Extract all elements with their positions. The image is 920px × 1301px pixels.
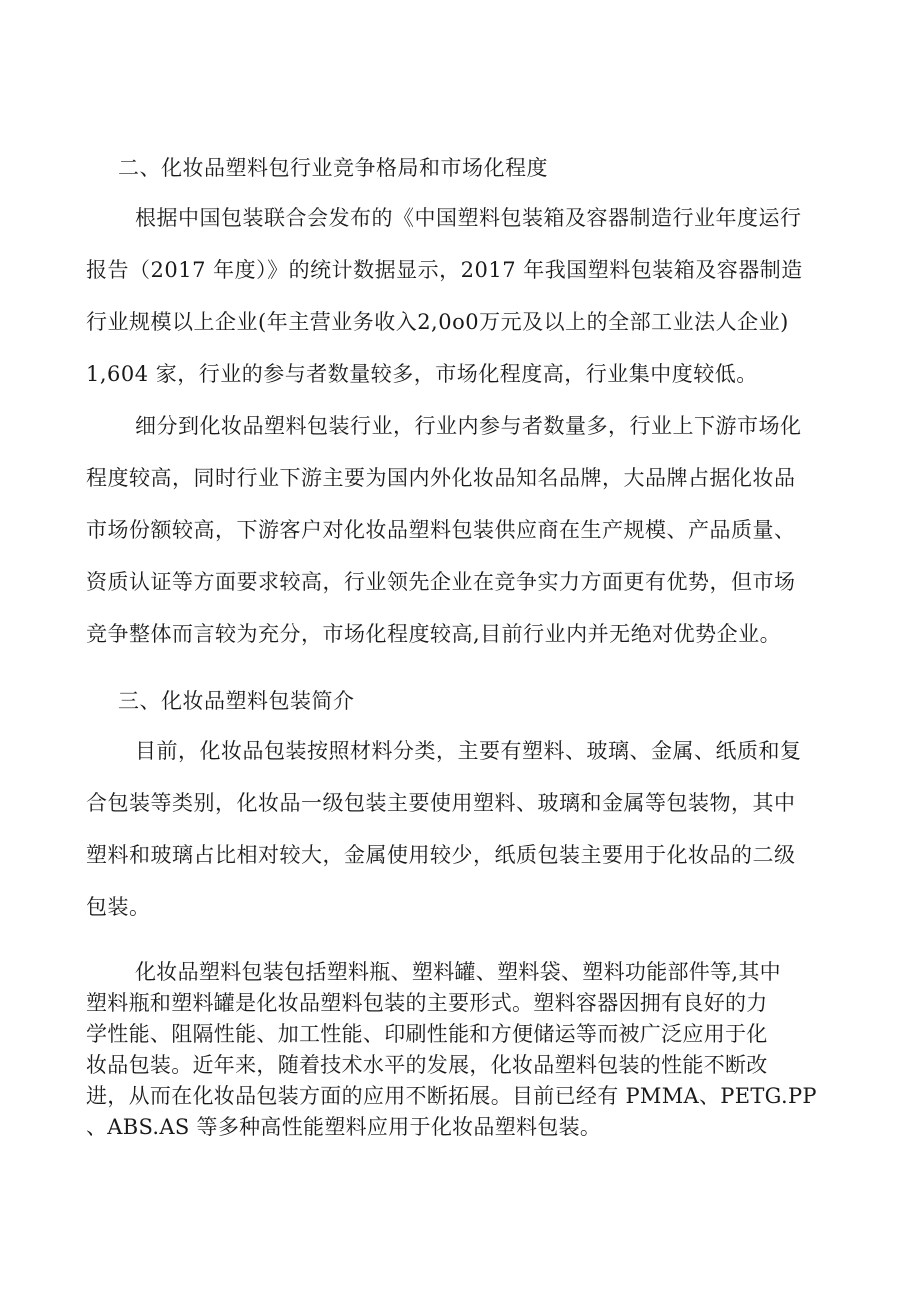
paragraph-line: 塑料瓶和塑料罐是化妆品塑料包装的主要形式。塑料容器因拥有良好的力 [86, 991, 768, 1015]
paragraph-line: 进，从而在化妆品包装方面的应用不断拓展。目前已经有 PMMA、PETG.PP [86, 1084, 817, 1108]
paragraph-line: 资质认证等方面要求较高，行业领先企业在竞争实力方面更有优势，但市场 [86, 570, 796, 594]
paragraph-line: 目前，化妆品包装按照材料分类，主要有塑料、玻璃、金属、纸质和复 [135, 739, 802, 763]
section-2-heading: 二、化妆品塑料包行业竞争格局和市场化程度 [118, 156, 548, 180]
paragraph-line: 市场份额较高，下游客户对化妆品塑料包装供应商在生产规模、产品质量、 [86, 518, 796, 542]
paragraph-line: 程度较高，同时行业下游主要为国内外化妆品知名品牌，大品牌占据化妆品 [86, 466, 796, 490]
paragraph-line: 化妆品塑料包装包括塑料瓶、塑料罐、塑料袋、塑料功能部件等,其中 [135, 960, 781, 984]
paragraph-line: 合包装等类别，化妆品一级包装主要使用塑料、玻璃和金属等包装物，其中 [86, 791, 796, 815]
section-3-heading: 三、化妆品塑料包装简介 [118, 689, 355, 713]
paragraph-line: 1,604 家，行业的参与者数量较多，市场化程度高，行业集中度较低。 [86, 362, 758, 386]
paragraph-line: 行业规模以上企业(年主营业务收入2,0o0万元及以上的全部工业法人企业) [86, 310, 789, 334]
paragraph-line: 包装。 [86, 895, 151, 919]
paragraph-line: 妆品包装。近年来，随着技术水平的发展，化妆品塑料包装的性能不断改 [86, 1053, 768, 1077]
paragraph-line: 塑料和玻璃占比相对较大，金属使用较少，纸质包装主要用于化妆品的二级 [86, 843, 796, 867]
paragraph-line: 根据中国包装联合会发布的《中国塑料包装箱及容器制造行业年度运行 [135, 206, 802, 230]
paragraph-line: 报告（2017 年度）》的统计数据显示，2017 年我国塑料包装箱及容器制造 [86, 258, 803, 282]
paragraph-line: 竞争整体而言较为充分，市场化程度较高,目前行业内并无绝对优势企业。 [86, 622, 782, 646]
paragraph-line: 细分到化妆品塑料包装行业，行业内参与者数量多，行业上下游市场化 [135, 414, 802, 438]
paragraph-line: 、ABS.AS 等多种高性能塑料应用于化妆品塑料包装。 [86, 1115, 602, 1139]
paragraph-line: 学性能、阻隔性能、加工性能、印刷性能和方便储运等而被广泛应用于化 [86, 1022, 768, 1046]
